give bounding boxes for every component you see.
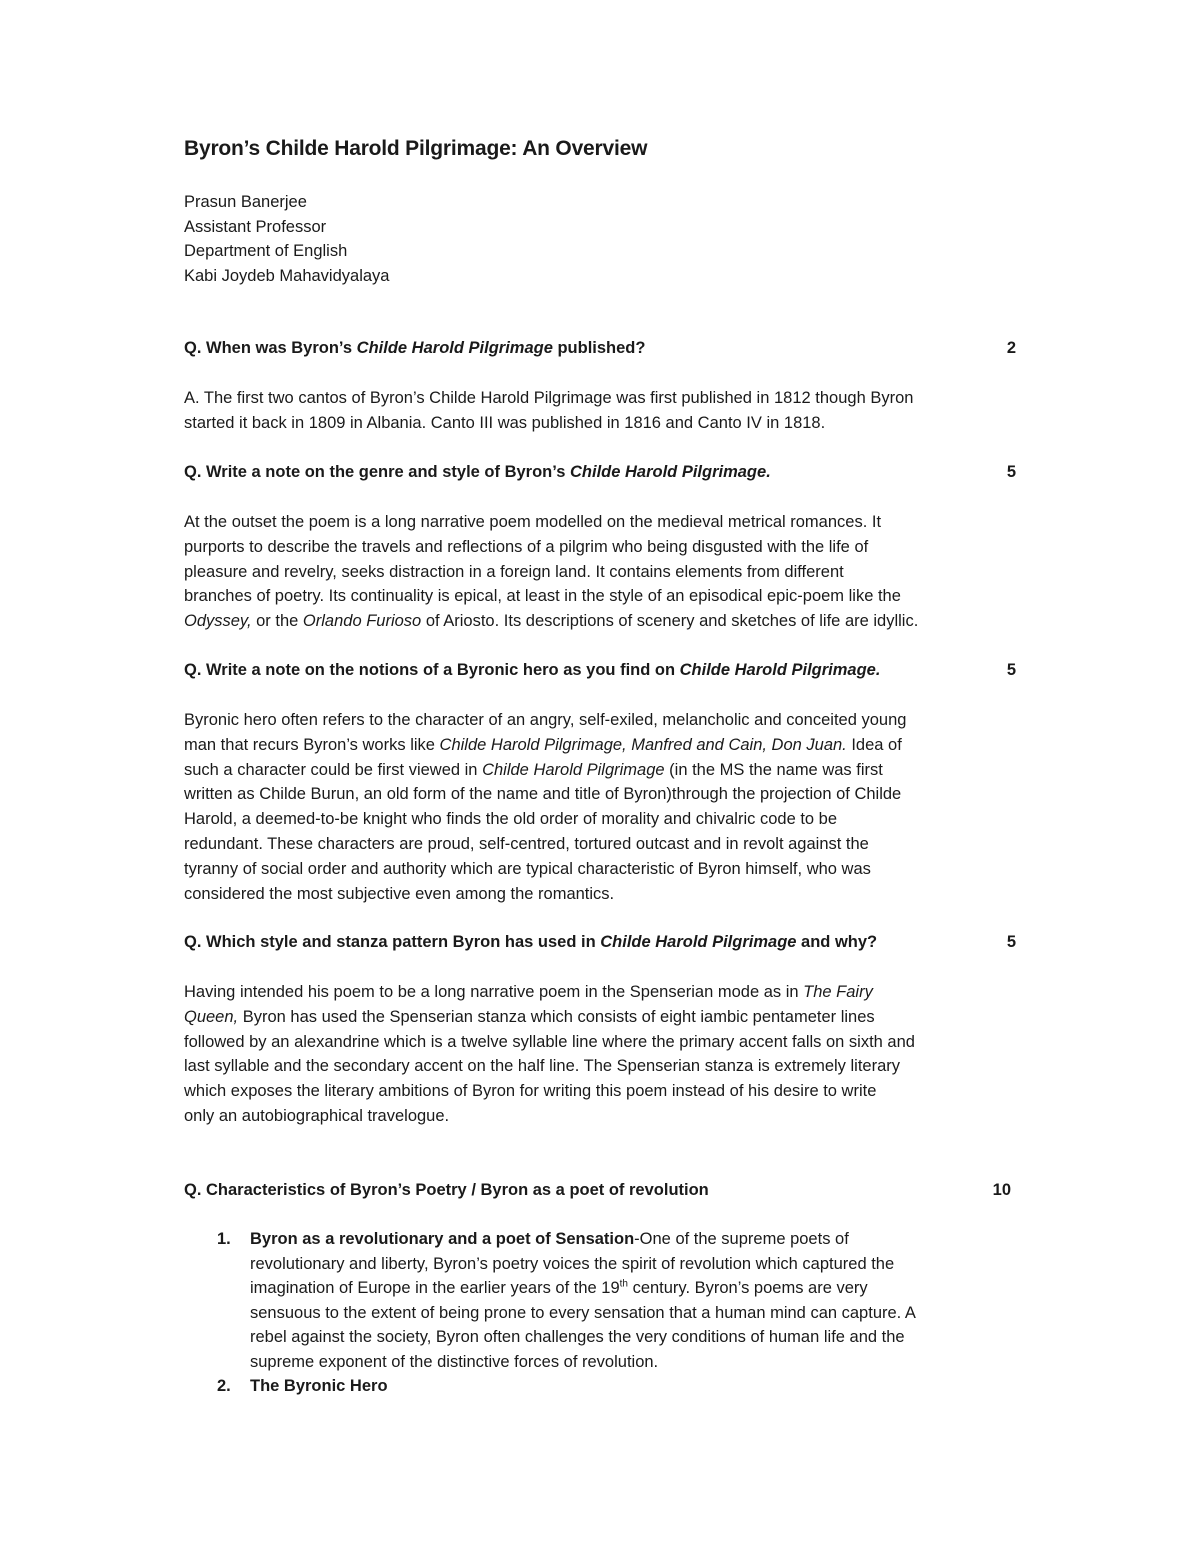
answer-4-line bbox=[184, 980, 1019, 1005]
question-4-prefix: Q. Which style and stanza pattern Byron has used in bbox=[184, 933, 601, 951]
question-2-prefix: Q. Write a note on the genre and style of Byron’s bbox=[184, 463, 570, 481]
answer-3-line: written as Childe Burun, an old form of the name and title of Byron)through the projection of Childe bbox=[184, 785, 902, 804]
answer-4 bbox=[184, 980, 1019, 1129]
list-item-text: century. Byron’s poems are very bbox=[627, 1279, 868, 1297]
author-college: Kabi Joydeb Mahavidyalaya bbox=[184, 266, 390, 285]
answer-2-text: of Ariosto. Its descriptions of scenery and sketches of life are idyllic. bbox=[421, 612, 919, 631]
answer-3-line: redundant. These characters are proud, self-centred, tortured outcast and in revolt against the bbox=[184, 834, 869, 853]
list-item-heading: Byron as a revolutionary and a poet of Sensation bbox=[250, 1230, 635, 1248]
list-item-heading: The Byronic Hero bbox=[250, 1377, 388, 1395]
superscript: th bbox=[619, 1278, 628, 1290]
question-1 bbox=[184, 339, 1016, 358]
answer-2-line: At the outset the poem is a long narrative poem modelled on the medieval metrical romances. It bbox=[184, 513, 882, 531]
question-2-marks: 5 bbox=[1006, 463, 1016, 481]
question-5-text: Q. Characteristics of Byron’s Poetry / Byron as a poet of revolution bbox=[184, 1181, 709, 1199]
list-item-line bbox=[250, 1276, 1024, 1301]
list-item-number: 1. bbox=[217, 1230, 231, 1248]
question-1-prefix: Q. When was Byron’s bbox=[184, 339, 357, 357]
answer-3-line bbox=[184, 733, 1019, 758]
answer-2-text: or the bbox=[251, 612, 303, 631]
author-block bbox=[184, 190, 389, 288]
question-5-marks: 10 bbox=[992, 1181, 1011, 1199]
document-title: Byron’s Childe Harold Pilgrimage: An Overview bbox=[184, 137, 648, 160]
orlando-italic: Orlando Furioso bbox=[302, 612, 422, 631]
question-5 bbox=[184, 1181, 1011, 1200]
characteristics-list bbox=[184, 1227, 1024, 1399]
works-italic: Childe Harold Pilgrimage, Manfred and Cain, Don Juan. bbox=[439, 735, 847, 754]
question-4-suffix: and why? bbox=[796, 933, 878, 951]
question-3 bbox=[184, 661, 1016, 680]
childe-harold-italic: Childe Harold Pilgrimage bbox=[482, 760, 665, 779]
answer-1-line: A. The first two cantos of Byron’s Childe Harold Pilgrimage was first published in 1812 though Byron bbox=[184, 389, 914, 407]
answer-3-line: Harold, a deemed-to-be knight who finds the old order of morality and chivalric code to be bbox=[184, 810, 838, 829]
list-item-line bbox=[250, 1227, 1024, 1252]
list-item-text: -One of the supreme poets of bbox=[634, 1230, 849, 1248]
list-item-text: imagination of Europe in the earlier years of the 19 bbox=[250, 1279, 620, 1297]
answer-3-text: such a character could be first viewed in bbox=[184, 760, 483, 779]
odyssey-italic: Odyssey, bbox=[184, 612, 252, 631]
answer-3 bbox=[184, 708, 1019, 906]
answer-4-text: Byron has used the Spenserian stanza which consists of eight iambic pentameter lines bbox=[238, 1007, 875, 1026]
answer-2-line: branches of poetry. Its continuality is epical, at least in the style of an episodical epic-poem like the bbox=[184, 587, 901, 606]
question-3-marks: 5 bbox=[1006, 661, 1016, 679]
answer-3-text: Idea of bbox=[846, 735, 902, 754]
question-3-prefix: Q. Write a note on the notions of a Byronic hero as you find on bbox=[184, 661, 680, 679]
answer-3-line: considered the most subjective even among the romantics. bbox=[184, 884, 615, 903]
fairy-queen-italic: Queen, bbox=[184, 1007, 239, 1026]
answer-2-line: purports to describe the travels and reflections of a pilgrim who being disgusted with the life of bbox=[184, 537, 869, 556]
answer-2 bbox=[184, 510, 1019, 634]
question-2 bbox=[184, 463, 1016, 482]
list-item-line: supreme exponent of the distinctive forces of revolution. bbox=[250, 1352, 659, 1371]
answer-4-line bbox=[184, 1005, 1019, 1030]
answer-2-line: pleasure and revelry, seeks distraction in a foreign land. It contains elements from different bbox=[184, 562, 844, 581]
answer-3-text: man that recurs Byron’s works like bbox=[184, 735, 440, 754]
answer-1 bbox=[184, 386, 1019, 436]
answer-2-line bbox=[184, 609, 1019, 634]
answer-3-line: Byronic hero often refers to the character of an angry, self-exiled, melancholic and conceited young bbox=[184, 711, 907, 729]
author-position: Assistant Professor bbox=[184, 217, 327, 236]
answer-4-line: followed by an alexandrine which is a twelve syllable line where the primary accent falls on sixth and bbox=[184, 1032, 915, 1051]
answer-4-line: last syllable and the secondary accent on the half line. The Spenserian stanza is extremely literary bbox=[184, 1057, 901, 1076]
answer-4-line: only an autobiographical travelogue. bbox=[184, 1106, 450, 1125]
question-3-title: Childe Harold Pilgrimage. bbox=[679, 661, 881, 679]
answer-4-text: Having intended his poem to be a long narrative poem in the Spenserian mode as in bbox=[184, 983, 804, 1001]
answer-3-line bbox=[184, 758, 1019, 783]
answer-4-line: which exposes the literary ambitions of Byron for writing this poem instead of his desire to write bbox=[184, 1082, 877, 1101]
answer-3-line: tyranny of social order and authority which are typical characteristic of Byron himself, who was bbox=[184, 859, 871, 878]
answer-3-text: (in the MS the name was first bbox=[664, 760, 883, 779]
list-item-number: 2. bbox=[217, 1377, 231, 1395]
question-1-marks: 2 bbox=[1006, 339, 1016, 357]
list-item bbox=[184, 1374, 1024, 1399]
question-1-title: Childe Harold Pilgrimage bbox=[356, 339, 553, 357]
list-item-line bbox=[250, 1374, 1024, 1399]
list-item bbox=[184, 1227, 1024, 1374]
question-4 bbox=[184, 933, 1016, 952]
fairy-queen-italic: The Fairy bbox=[803, 983, 873, 1001]
question-1-suffix: published? bbox=[552, 339, 646, 357]
list-item-line: sensuous to the extent of being prone to every sensation that a human mind can capture. A bbox=[250, 1303, 916, 1322]
question-2-title: Childe Harold Pilgrimage. bbox=[569, 463, 771, 481]
author-name: Prasun Banerjee bbox=[184, 193, 307, 211]
question-4-marks: 5 bbox=[1006, 933, 1016, 951]
list-item-line: rebel against the society, Byron often challenges the very conditions of human life and the bbox=[250, 1328, 905, 1346]
author-department: Department of English bbox=[184, 242, 348, 260]
answer-1-line: started it back in 1809 in Albania. Canto III was published in 1816 and Canto IV in 1818. bbox=[184, 413, 826, 432]
question-4-title: Childe Harold Pilgrimage bbox=[600, 933, 797, 951]
list-item-line: revolutionary and liberty, Byron’s poetry voices the spirit of revolution which captured the bbox=[250, 1254, 895, 1273]
